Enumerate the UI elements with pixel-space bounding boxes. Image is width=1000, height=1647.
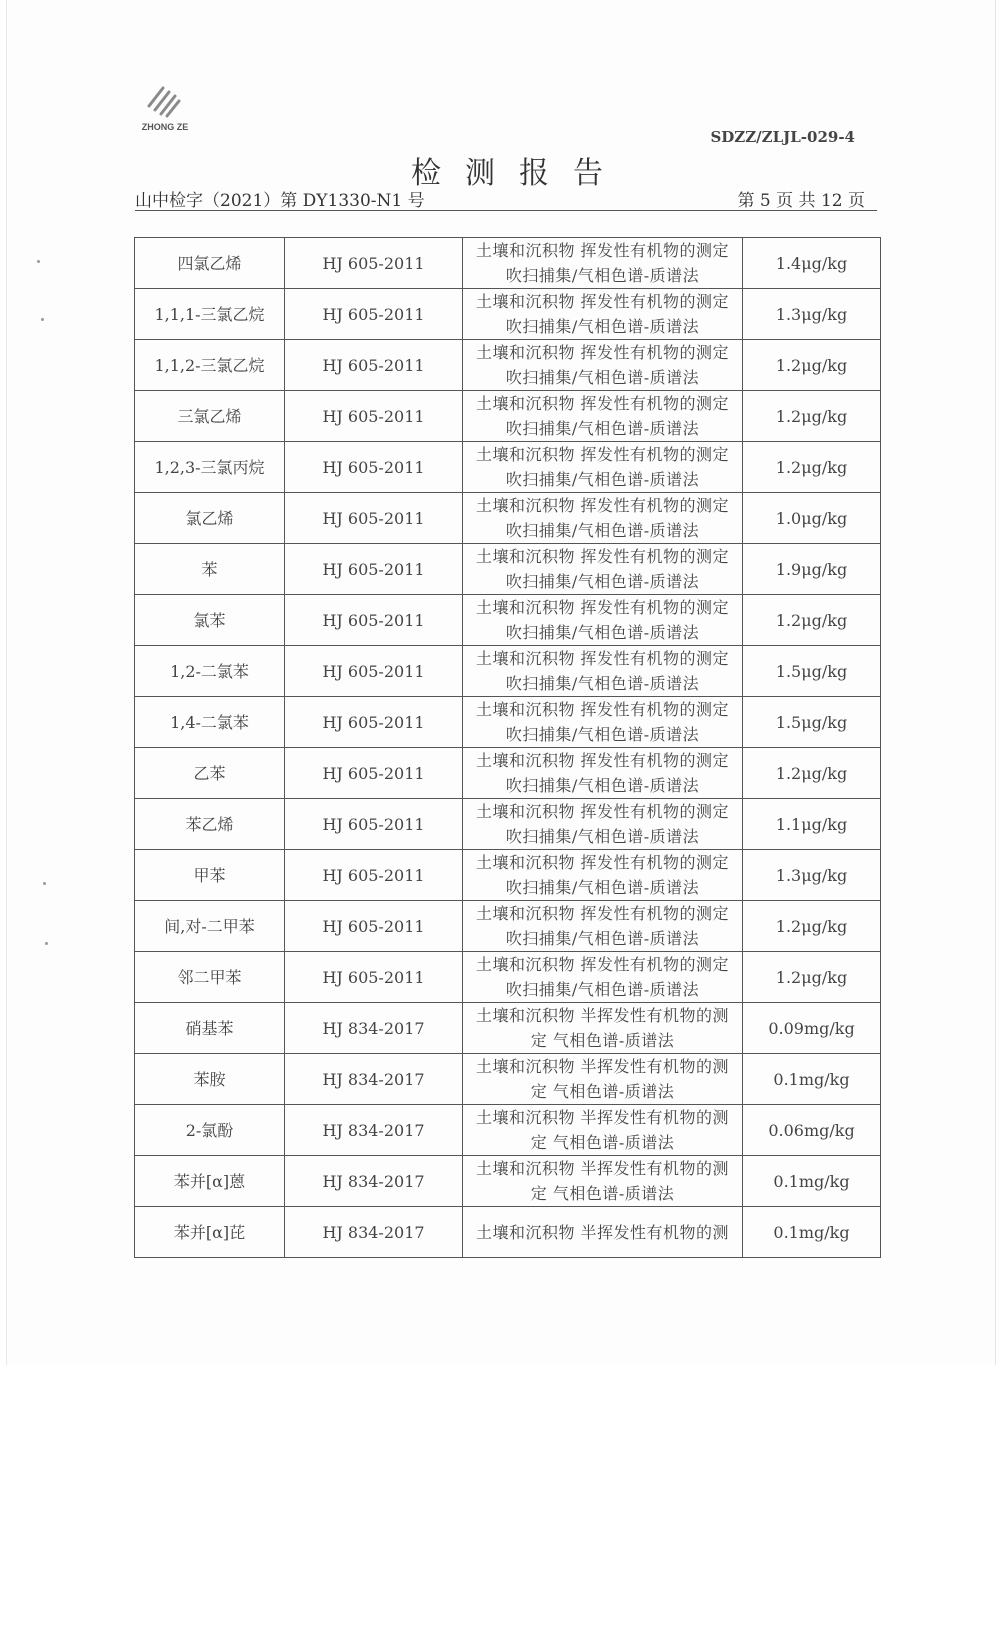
- company-logo: [135, 82, 195, 134]
- detection-limit-cell: 0.06mg/kg: [743, 1105, 881, 1156]
- item-cell: 苯胺: [135, 1054, 285, 1105]
- table-row: [135, 697, 881, 748]
- standard-cell: HJ 605-2011: [285, 340, 463, 391]
- method-line-1: 土壤和沉积物 半挥发性有机物的测: [475, 1159, 730, 1178]
- table-row: [135, 952, 881, 1003]
- header-divider: [135, 210, 877, 211]
- item-cell: 1,4-二氯苯: [135, 697, 285, 748]
- document-code: SDZZ/ZLJL-029-4: [710, 128, 855, 146]
- detection-limit-cell: 1.2μg/kg: [743, 952, 881, 1003]
- method-line-2: 吹扫捕集/气相色谱-质谱法: [505, 980, 700, 999]
- detection-limit-cell: 0.1mg/kg: [743, 1156, 881, 1207]
- detection-limit-cell: 1.0μg/kg: [743, 493, 881, 544]
- method-line-1: 土壤和沉积物 挥发性有机物的测定: [475, 598, 730, 617]
- table-row: [135, 1156, 881, 1207]
- logo-stripes-icon: [141, 82, 185, 118]
- method-cell: [463, 1003, 743, 1054]
- method-line-2: 吹扫捕集/气相色谱-质谱法: [505, 776, 700, 795]
- test-method-table: [134, 237, 881, 1258]
- standard-cell: HJ 605-2011: [285, 493, 463, 544]
- item-cell: 苯并[α]芘: [135, 1207, 285, 1258]
- standard-cell: HJ 605-2011: [285, 595, 463, 646]
- method-cell: [463, 442, 743, 493]
- item-cell: 氯苯: [135, 595, 285, 646]
- table-row: [135, 901, 881, 952]
- standard-cell: HJ 605-2011: [285, 391, 463, 442]
- item-cell: 三氯乙烯: [135, 391, 285, 442]
- detection-limit-cell: 1.3μg/kg: [743, 289, 881, 340]
- method-cell: [463, 493, 743, 544]
- standard-cell: HJ 605-2011: [285, 544, 463, 595]
- method-line-1: 土壤和沉积物 半挥发性有机物的测: [475, 1108, 730, 1127]
- item-cell: 四氯乙烯: [135, 238, 285, 289]
- scan-speck: [41, 318, 44, 321]
- method-line-2: 定 气相色谱-质谱法: [530, 1184, 675, 1203]
- table-row: [135, 340, 881, 391]
- detection-limit-cell: 0.1mg/kg: [743, 1207, 881, 1258]
- standard-cell: HJ 834-2017: [285, 1156, 463, 1207]
- standard-cell: HJ 605-2011: [285, 442, 463, 493]
- method-line-2: 吹扫捕集/气相色谱-质谱法: [505, 521, 700, 540]
- method-line-1: 土壤和沉积物 半挥发性有机物的测: [475, 1222, 730, 1242]
- detection-limit-cell: 1.2μg/kg: [743, 595, 881, 646]
- method-line-2: 定 气相色谱-质谱法: [530, 1082, 675, 1101]
- method-line-1: 土壤和沉积物 挥发性有机物的测定: [475, 241, 730, 260]
- method-line-1: 土壤和沉积物 挥发性有机物的测定: [475, 292, 730, 311]
- table-row: [135, 646, 881, 697]
- standard-cell: HJ 605-2011: [285, 238, 463, 289]
- item-cell: 间,对-二甲苯: [135, 901, 285, 952]
- standard-cell: HJ 605-2011: [285, 799, 463, 850]
- table-row: [135, 544, 881, 595]
- scan-speck: [45, 942, 48, 945]
- method-cell: [463, 391, 743, 442]
- item-cell: 硝基苯: [135, 1003, 285, 1054]
- method-cell: [463, 697, 743, 748]
- table-body: [135, 238, 881, 1258]
- detection-limit-cell: 1.2μg/kg: [743, 442, 881, 493]
- table-row: [135, 799, 881, 850]
- detection-limit-cell: 1.4μg/kg: [743, 238, 881, 289]
- page-title: 检测报告: [411, 156, 627, 191]
- standard-cell: HJ 834-2017: [285, 1054, 463, 1105]
- method-cell: [463, 1105, 743, 1156]
- scan-speck: [37, 260, 40, 263]
- logo-text: ZHONG ZE: [141, 122, 189, 132]
- method-line-2: 定 气相色谱-质谱法: [530, 1133, 675, 1152]
- table-row: [135, 391, 881, 442]
- method-line-1: 土壤和沉积物 挥发性有机物的测定: [475, 853, 730, 872]
- table-row: [135, 442, 881, 493]
- standard-cell: HJ 605-2011: [285, 952, 463, 1003]
- item-cell: 1,1,1-三氯乙烷: [135, 289, 285, 340]
- method-line-2: 吹扫捕集/气相色谱-质谱法: [505, 929, 700, 948]
- method-line-1: 土壤和沉积物 挥发性有机物的测定: [475, 496, 730, 515]
- method-line-2: 吹扫捕集/气相色谱-质谱法: [505, 317, 700, 336]
- detection-limit-cell: 0.1mg/kg: [743, 1054, 881, 1105]
- method-line-1: 土壤和沉积物 挥发性有机物的测定: [475, 445, 730, 464]
- method-cell: [463, 952, 743, 1003]
- report-meta: [135, 186, 865, 210]
- method-cell: [463, 289, 743, 340]
- table-row: [135, 1003, 881, 1054]
- standard-cell: HJ 605-2011: [285, 850, 463, 901]
- method-line-2: 吹扫捕集/气相色谱-质谱法: [505, 725, 700, 744]
- method-cell: [463, 238, 743, 289]
- table-row: [135, 850, 881, 901]
- method-line-2: 吹扫捕集/气相色谱-质谱法: [505, 623, 700, 642]
- detection-limit-cell: 0.09mg/kg: [743, 1003, 881, 1054]
- method-line-2: 吹扫捕集/气相色谱-质谱法: [505, 572, 700, 591]
- page-number: 第 5 页 共 12 页: [737, 191, 865, 211]
- method-line-2: 吹扫捕集/气相色谱-质谱法: [505, 827, 700, 846]
- detection-limit-cell: 1.1μg/kg: [743, 799, 881, 850]
- method-cell: [463, 1207, 743, 1258]
- item-cell: 2-氯酚: [135, 1105, 285, 1156]
- method-line-1: 土壤和沉积物 挥发性有机物的测定: [475, 394, 730, 413]
- standard-cell: HJ 605-2011: [285, 289, 463, 340]
- method-cell: [463, 799, 743, 850]
- item-cell: 1,2-二氯苯: [135, 646, 285, 697]
- detection-limit-cell: 1.5μg/kg: [743, 697, 881, 748]
- standard-cell: HJ 834-2017: [285, 1003, 463, 1054]
- method-line-2: 吹扫捕集/气相色谱-质谱法: [505, 470, 700, 489]
- standard-cell: HJ 605-2011: [285, 646, 463, 697]
- method-line-2: 吹扫捕集/气相色谱-质谱法: [505, 419, 700, 438]
- detection-limit-cell: 1.2μg/kg: [743, 901, 881, 952]
- scan-speck: [43, 882, 46, 885]
- detection-limit-cell: 1.9μg/kg: [743, 544, 881, 595]
- table-row: [135, 595, 881, 646]
- detection-limit-cell: 1.5μg/kg: [743, 646, 881, 697]
- item-cell: 乙苯: [135, 748, 285, 799]
- method-cell: [463, 850, 743, 901]
- method-line-1: 土壤和沉积物 挥发性有机物的测定: [475, 904, 730, 923]
- method-line-1: 土壤和沉积物 挥发性有机物的测定: [475, 547, 730, 566]
- method-cell: [463, 646, 743, 697]
- table-row: [135, 748, 881, 799]
- detection-limit-cell: 1.2μg/kg: [743, 340, 881, 391]
- item-cell: 苯乙烯: [135, 799, 285, 850]
- report-number: 山中检字（2021）第 DY1330-N1 号: [135, 191, 425, 211]
- method-line-1: 土壤和沉积物 半挥发性有机物的测: [475, 1006, 730, 1025]
- item-cell: 1,1,2-三氯乙烷: [135, 340, 285, 391]
- standard-cell: HJ 605-2011: [285, 901, 463, 952]
- standard-cell: HJ 834-2017: [285, 1105, 463, 1156]
- method-cell: [463, 748, 743, 799]
- standard-cell: HJ 605-2011: [285, 697, 463, 748]
- item-cell: 苯并[α]蒽: [135, 1156, 285, 1207]
- method-line-1: 土壤和沉积物 半挥发性有机物的测: [475, 1057, 730, 1076]
- scanned-page: [6, 0, 996, 1365]
- table-row: [135, 1207, 881, 1258]
- table-row: [135, 289, 881, 340]
- table-row: [135, 238, 881, 289]
- method-cell: [463, 901, 743, 952]
- method-line-2: 吹扫捕集/气相色谱-质谱法: [505, 878, 700, 897]
- method-line-2: 吹扫捕集/气相色谱-质谱法: [505, 266, 700, 285]
- method-line-1: 土壤和沉积物 挥发性有机物的测定: [475, 751, 730, 770]
- item-cell: 1,2,3-三氯丙烷: [135, 442, 285, 493]
- item-cell: 邻二甲苯: [135, 952, 285, 1003]
- table-row: [135, 493, 881, 544]
- item-cell: 甲苯: [135, 850, 285, 901]
- method-line-1: 土壤和沉积物 挥发性有机物的测定: [475, 802, 730, 821]
- method-cell: [463, 1156, 743, 1207]
- method-line-1: 土壤和沉积物 挥发性有机物的测定: [475, 955, 730, 974]
- method-cell: [463, 595, 743, 646]
- method-line-2: 吹扫捕集/气相色谱-质谱法: [505, 368, 700, 387]
- detection-limit-cell: 1.3μg/kg: [743, 850, 881, 901]
- item-cell: 苯: [135, 544, 285, 595]
- method-line-2: 吹扫捕集/气相色谱-质谱法: [505, 674, 700, 693]
- detection-limit-cell: 1.2μg/kg: [743, 391, 881, 442]
- method-cell: [463, 340, 743, 391]
- standard-cell: HJ 834-2017: [285, 1207, 463, 1258]
- method-line-1: 土壤和沉积物 挥发性有机物的测定: [475, 343, 730, 362]
- method-line-1: 土壤和沉积物 挥发性有机物的测定: [475, 649, 730, 668]
- method-cell: [463, 544, 743, 595]
- table-row: [135, 1054, 881, 1105]
- detection-limit-cell: 1.2μg/kg: [743, 748, 881, 799]
- standard-cell: HJ 605-2011: [285, 748, 463, 799]
- item-cell: 氯乙烯: [135, 493, 285, 544]
- method-line-1: 土壤和沉积物 挥发性有机物的测定: [475, 700, 730, 719]
- method-cell: [463, 1054, 743, 1105]
- method-line-2: 定 气相色谱-质谱法: [530, 1031, 675, 1050]
- table-row: [135, 1105, 881, 1156]
